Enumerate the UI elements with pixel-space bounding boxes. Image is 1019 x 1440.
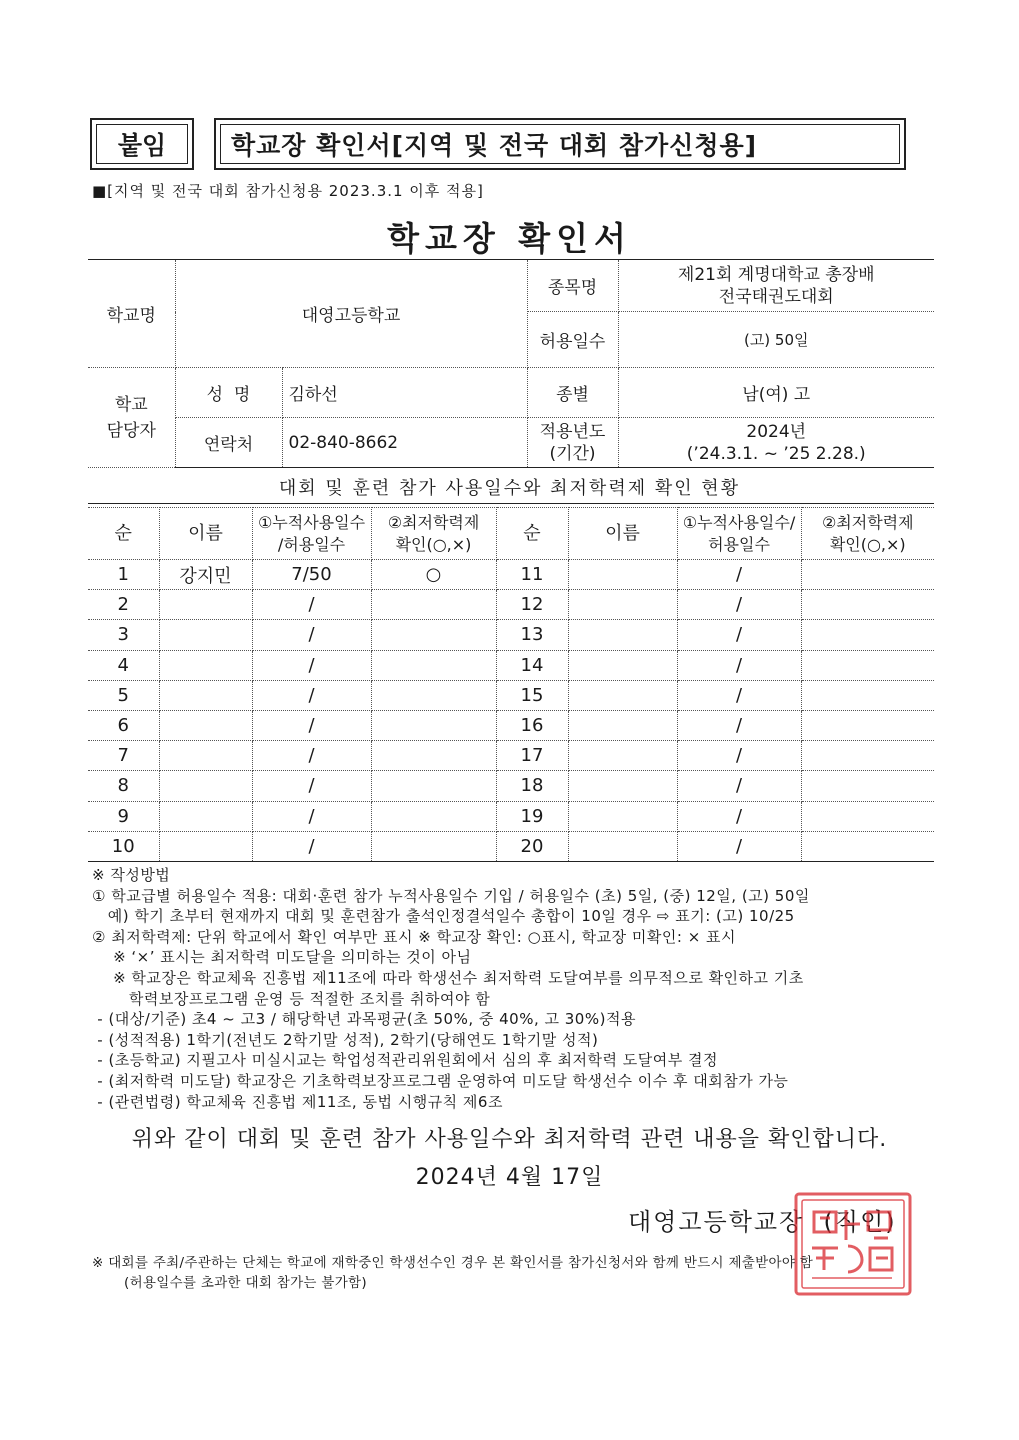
row-number: 13 [496,620,568,650]
athlete-name [568,710,677,740]
row-number: 19 [496,801,568,831]
instruction-line: - (초등학교) 지필고사 미실시교는 학업성적관리위원회에서 심의 후 최저학력 도달여부 결정 [92,1051,718,1070]
col-name-header-right: 이름 [568,508,677,560]
year-value [618,418,934,468]
row-number: 6 [88,710,159,740]
row-number: 20 [496,831,568,861]
school-name-label: 학교명 [88,260,175,368]
status-row [88,710,934,740]
athlete-name [568,560,677,590]
min-academic-check [371,741,496,771]
year-value-line2: (’24.3.1. ~ ’25 2.28.) [686,443,866,464]
status-row [88,680,934,710]
row-number: 17 [496,741,568,771]
used-allowed-days: / [677,771,801,801]
min-academic-check [801,801,934,831]
instruction-line: - (최저학력 미도달) 학교장은 기초학력보장프로그램 운영하여 미도달 학생선수 이수 후 대회참가 가능 [92,1071,789,1090]
row-number: 7 [88,741,159,771]
used-allowed-days: / [252,650,371,680]
col-check-right-line2: 확인(○,×) [829,534,906,554]
col-check-right-line1: ②최저학력제 [821,512,914,532]
instruction-line: ※ ‘×’ 표시는 최저학력 미도달을 의미하는 것이 아님 [92,948,472,967]
col-days-line2: /허용일수 [277,534,346,554]
col-days-right-line2: 허용일수 [708,534,770,554]
used-allowed-days: / [677,741,801,771]
instruction-line: ② 최저학력제: 단위 학교에서 확인 여부만 표시 ※ 학교장 확인: ○표시, 학교장 미확인: × 표시 [92,927,737,946]
attachment-tag: 붙임 [96,124,188,164]
used-allowed-days: / [252,801,371,831]
athlete-name [568,620,677,650]
instruction-line: - (성적적용) 1학기(전년도 2학기말 성적), 2학기(당해연도 1학기말 성적) [92,1030,599,1049]
used-allowed-days: / [677,620,801,650]
manager-label-line1: 학교 [114,394,148,415]
category-value: 남(여) 고 [618,368,934,418]
row-number: 14 [496,650,568,680]
allowed-days-label: 허용일수 [527,312,618,368]
year-label [527,418,618,468]
row-number: 8 [88,771,159,801]
status-row [88,801,934,831]
status-divider [88,503,934,504]
min-academic-check [371,590,496,620]
col-name-header: 이름 [159,508,252,560]
used-allowed-days: 7/50 [252,560,371,590]
athlete-name [568,801,677,831]
instruction-line: ※ 작성방법 [92,866,171,884]
school-name-value: 대영고등학교 [175,260,527,368]
status-row [88,741,934,771]
instruction-line: - (관련법령) 학교체육 진흥법 제11조, 동법 시행규칙 제6조 [92,1092,503,1111]
min-academic-check [371,710,496,740]
min-academic-check [801,650,934,680]
footnote-line1: ※ 대회를 주최/주관하는 단체는 학교에 재학중인 학생선수인 경우 본 확인서를 참가신청서와 함께 반드시 제출받아야 함 [92,1255,814,1271]
row-number: 15 [496,680,568,710]
event-name-line2: 전국태권도대회 [718,286,834,307]
athlete-name [159,801,252,831]
min-academic-check [801,710,934,740]
min-academic-check [371,620,496,650]
status-row [88,831,934,861]
instruction-line: ① 학교급별 허용일수 적용: 대회·훈련 참가 누적사용일수 기입 / 허용일수 (초) 5일, (중) 12일, (고) 50일 [92,886,810,905]
confirmation-statement: 위와 같이 대회 및 훈련 참가 사용일수와 최저학력 관련 내용을 확인합니다. [131,1127,888,1152]
principal-signature: 대영고등학교장 (직인) [628,1208,897,1236]
min-academic-check [371,771,496,801]
row-number: 1 [88,560,159,590]
used-allowed-days: / [252,710,371,740]
col-days-header [252,508,371,560]
status-row [88,560,934,590]
school-info-table [88,259,934,468]
athlete-name: 강지민 [159,560,252,590]
event-name [618,260,934,312]
manager-name: 김하선 [282,368,527,418]
col-no-header-right: 순 [496,508,568,560]
col-check-line2: 확인(○,×) [395,534,472,554]
col-check-header [371,508,496,560]
allowed-days-value: (고) 50일 [618,312,934,368]
writing-instructions [92,865,952,1112]
instruction-line: ※ 학교장은 학교체육 진흥법 제11조에 따라 학생선수 최저학력 도달여부를 의무적으로 확인하고 기초 [92,968,804,987]
event-label: 종목명 [527,260,618,312]
instruction-line: 예) 학기 초부터 현재까지 대회 및 훈련참가 출석인정결석일수 총합이 10일 경우 ⇨ 표기: (고) 10/25 [92,907,795,926]
col-no-header: 순 [88,508,159,560]
row-number: 12 [496,590,568,620]
athlete-name [159,831,252,861]
athlete-name [159,710,252,740]
status-row [88,650,934,680]
col-days-header-right [677,508,801,560]
min-academic-check [371,831,496,861]
used-allowed-days: / [677,650,801,680]
col-days-line1: ①누적사용일수 [257,512,366,532]
used-allowed-days: / [252,620,371,650]
used-allowed-days: / [252,771,371,801]
instruction-line: - (대상/기준) 초4 ~ 고3 / 해당학년 과목평균(초 50%, 중 40%, 고 30%)적용 [92,1010,636,1029]
status-table [88,507,934,862]
min-academic-check [371,680,496,710]
status-row [88,620,934,650]
name-label: 성 명 [175,368,282,418]
contact-value: 02-840-8662 [282,418,527,468]
row-number: 2 [88,590,159,620]
row-number: 11 [496,560,568,590]
used-allowed-days: / [252,741,371,771]
row-number: 18 [496,771,568,801]
athlete-name [568,680,677,710]
athlete-name [159,590,252,620]
min-academic-check [801,590,934,620]
row-number: 10 [88,831,159,861]
submission-footnote [92,1253,814,1293]
min-academic-check [801,741,934,771]
row-number: 5 [88,680,159,710]
used-allowed-days: / [252,680,371,710]
min-academic-check [801,620,934,650]
athlete-name [568,650,677,680]
min-academic-check [801,771,934,801]
manager-label-line2: 담당자 [106,420,156,441]
athlete-name [568,831,677,861]
attachment-tag-box [90,118,194,170]
used-allowed-days: / [252,590,371,620]
header-title: 학교장 확인서[지역 및 전국 대회 참가신청용] [220,124,900,164]
min-academic-check [371,801,496,831]
min-academic-check [801,680,934,710]
year-label-line2: (기간) [549,443,596,464]
athlete-name [568,771,677,801]
used-allowed-days: / [677,560,801,590]
athlete-name [568,741,677,771]
row-number: 16 [496,710,568,740]
athlete-name [159,741,252,771]
document-title: 학교장 확인서 [387,219,632,258]
used-allowed-days: / [677,710,801,740]
col-check-line1: ②최저학력제 [387,512,480,532]
contact-label: 연락처 [175,418,282,468]
athlete-name [159,650,252,680]
year-value-line1: 2024년 [746,421,807,442]
status-section-title: 대회 및 훈련 참가 사용일수와 최저학력제 확인 현황 [278,478,741,499]
used-allowed-days: / [677,831,801,861]
footnote-line2: (허용일수를 초과한 대회 참가는 불가함) [124,1275,367,1291]
col-check-header-right [801,508,934,560]
row-number: 3 [88,620,159,650]
row-number: 9 [88,801,159,831]
athlete-name [159,680,252,710]
athlete-name [159,620,252,650]
status-row [88,590,934,620]
min-academic-check: ○ [371,560,496,590]
instruction-line: 학력보장프로그램 운영 등 적절한 조치를 취하여야 함 [92,989,491,1008]
header-title-box [214,118,906,170]
status-row [88,771,934,801]
min-academic-check [801,831,934,861]
used-allowed-days: / [677,801,801,831]
athlete-name [568,590,677,620]
manager-label [88,368,175,468]
used-allowed-days: / [677,680,801,710]
event-name-line1: 제21회 계명대학교 총장배 [677,264,875,285]
col-days-right-line1: ①누적사용일수/ [682,512,796,532]
used-allowed-days: / [252,831,371,861]
row-number: 4 [88,650,159,680]
used-allowed-days: / [677,590,801,620]
min-academic-check [801,560,934,590]
issue-date: 2024년 4월 17일 [415,1165,604,1190]
min-academic-check [371,650,496,680]
applicability-note: ■[지역 및 전국 대회 참가신청용 2023.3.1 이후 적용] [92,182,484,200]
category-label: 종별 [527,368,618,418]
year-label-line1: 적용년도 [539,421,606,442]
athlete-name [159,771,252,801]
